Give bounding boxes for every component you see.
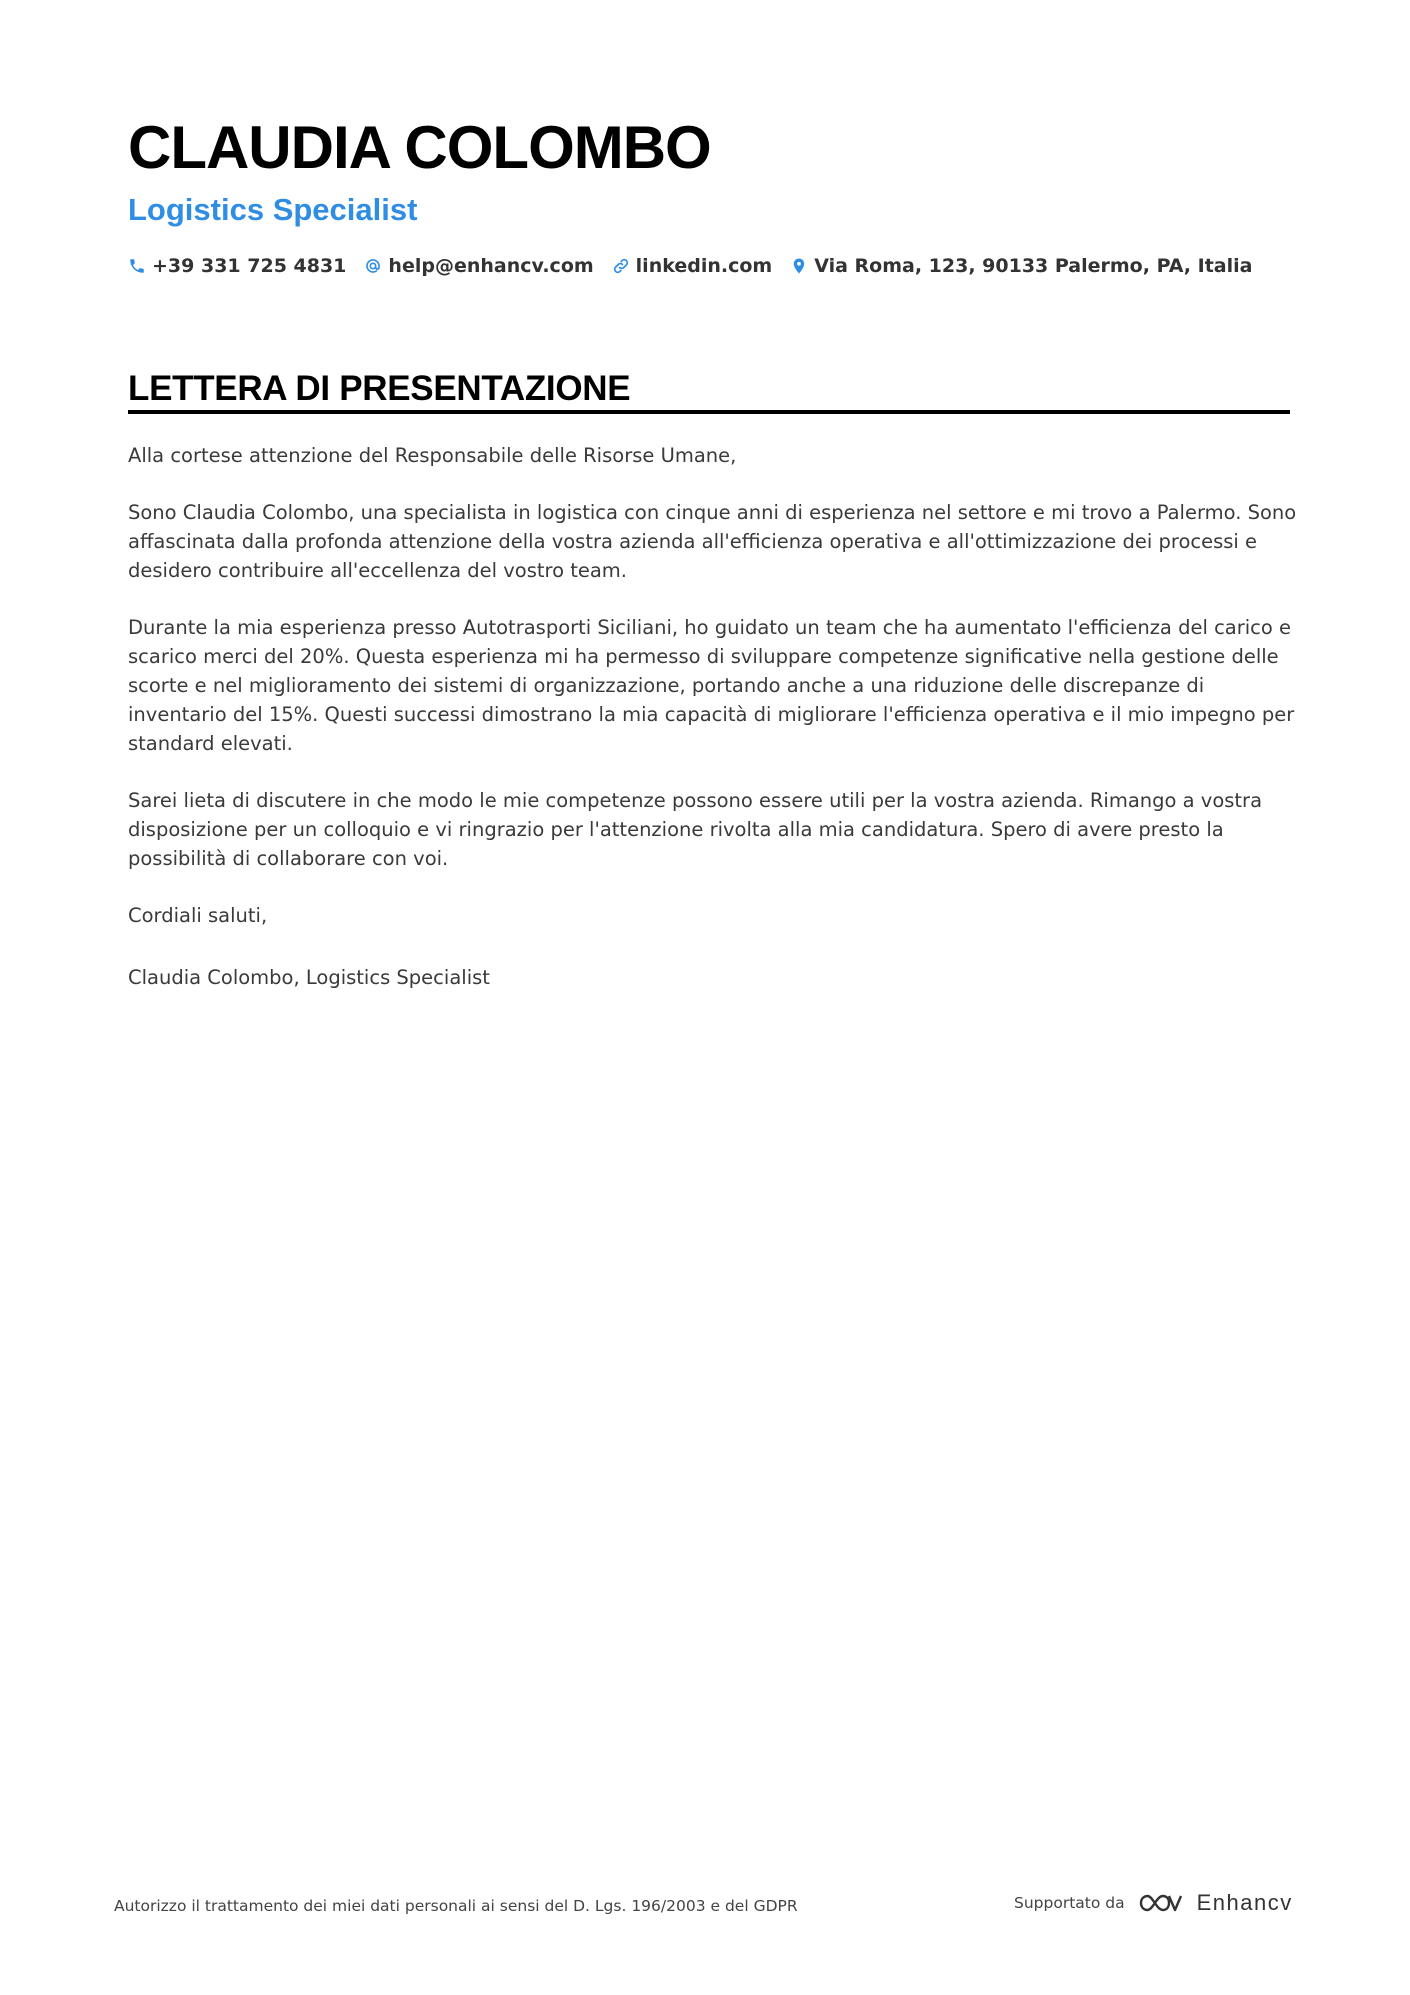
section-title: LETTERA DI PRESENTAZIONE [128,369,631,408]
letter-paragraph-3: Sarei lieta di discutere in che modo le mie competenze possono essere utili per la vostra azienda. Rimango a vostra disposizione per un colloquio e vi ringrazio per l'attenzione rivolta alla mia candidatura. Spero di avere presto la possibilità di collaborare con voi. [128,789,1263,870]
contact-phone-text[interactable]: +39 331 725 4831 [152,255,347,277]
contact-address [790,253,1252,279]
letter-body [128,441,1298,1020]
contact-linkedin [612,253,773,279]
candidate-title: Logistics Specialist [128,192,418,227]
contact-linkedin-text[interactable]: linkedin.com [635,255,773,277]
candidate-name: CLAUDIA COLOMBO [128,114,711,181]
contact-phone [128,253,346,279]
location-pin-icon [790,257,808,275]
letter-paragraph-2: Durante la mia esperienza presso Autotrasporti Siciliani, ho guidato un team che ha aumentato l'efficienza del carico e scarico merci del 20%. Questa esperienza mi ha permesso di sviluppare competenze significative nella gestione delle scorte e nel miglioramento dei sistemi di organizzazione, portando anche a una riduzione delle discrepanze di inventario del 15%. Questi successi dimostrano la mia capacità di migliorare l'efficienza operativa e il mio impegno per standard elevati. [128,616,1295,755]
enhancv-logo-icon [1137,1890,1185,1916]
powered-by-label: Supportato da [1014,1894,1125,1912]
letter-signature: Claudia Colombo, Logistics Specialist [128,966,490,989]
letter-salutation: Alla cortese attenzione del Responsabile delle Risorse Umane, [128,444,737,467]
enhancv-brand-name: Enhancv [1196,1890,1293,1915]
letter-closing: Cordiali saluti, [128,904,268,927]
at-icon [364,257,382,275]
section-divider [128,410,1290,414]
phone-icon [128,257,146,275]
contact-bar [128,253,1252,279]
contact-email-text[interactable]: help@enhancv.com [388,255,594,277]
contact-email [364,253,593,279]
contact-address-text: Via Roma, 123, 90133 Palermo, PA, Italia [814,255,1253,277]
footer-consent: Autorizzo il trattamento dei miei dati personali ai sensi del D. Lgs. 196/2003 e del GDPR [114,1897,798,1915]
link-icon [612,257,630,275]
footer-branding[interactable] [1014,1890,1293,1916]
letter-paragraph-1: Sono Claudia Colombo, una specialista in logistica con cinque anni di esperienza nel settore e mi trovo a Palermo. Sono affascinata dalla profonda attenzione della vostra azienda all'efficienza operativa e all'ottimizzazione dei processi e desidero contribuire all'eccellenza del vostro team. [128,501,1297,582]
